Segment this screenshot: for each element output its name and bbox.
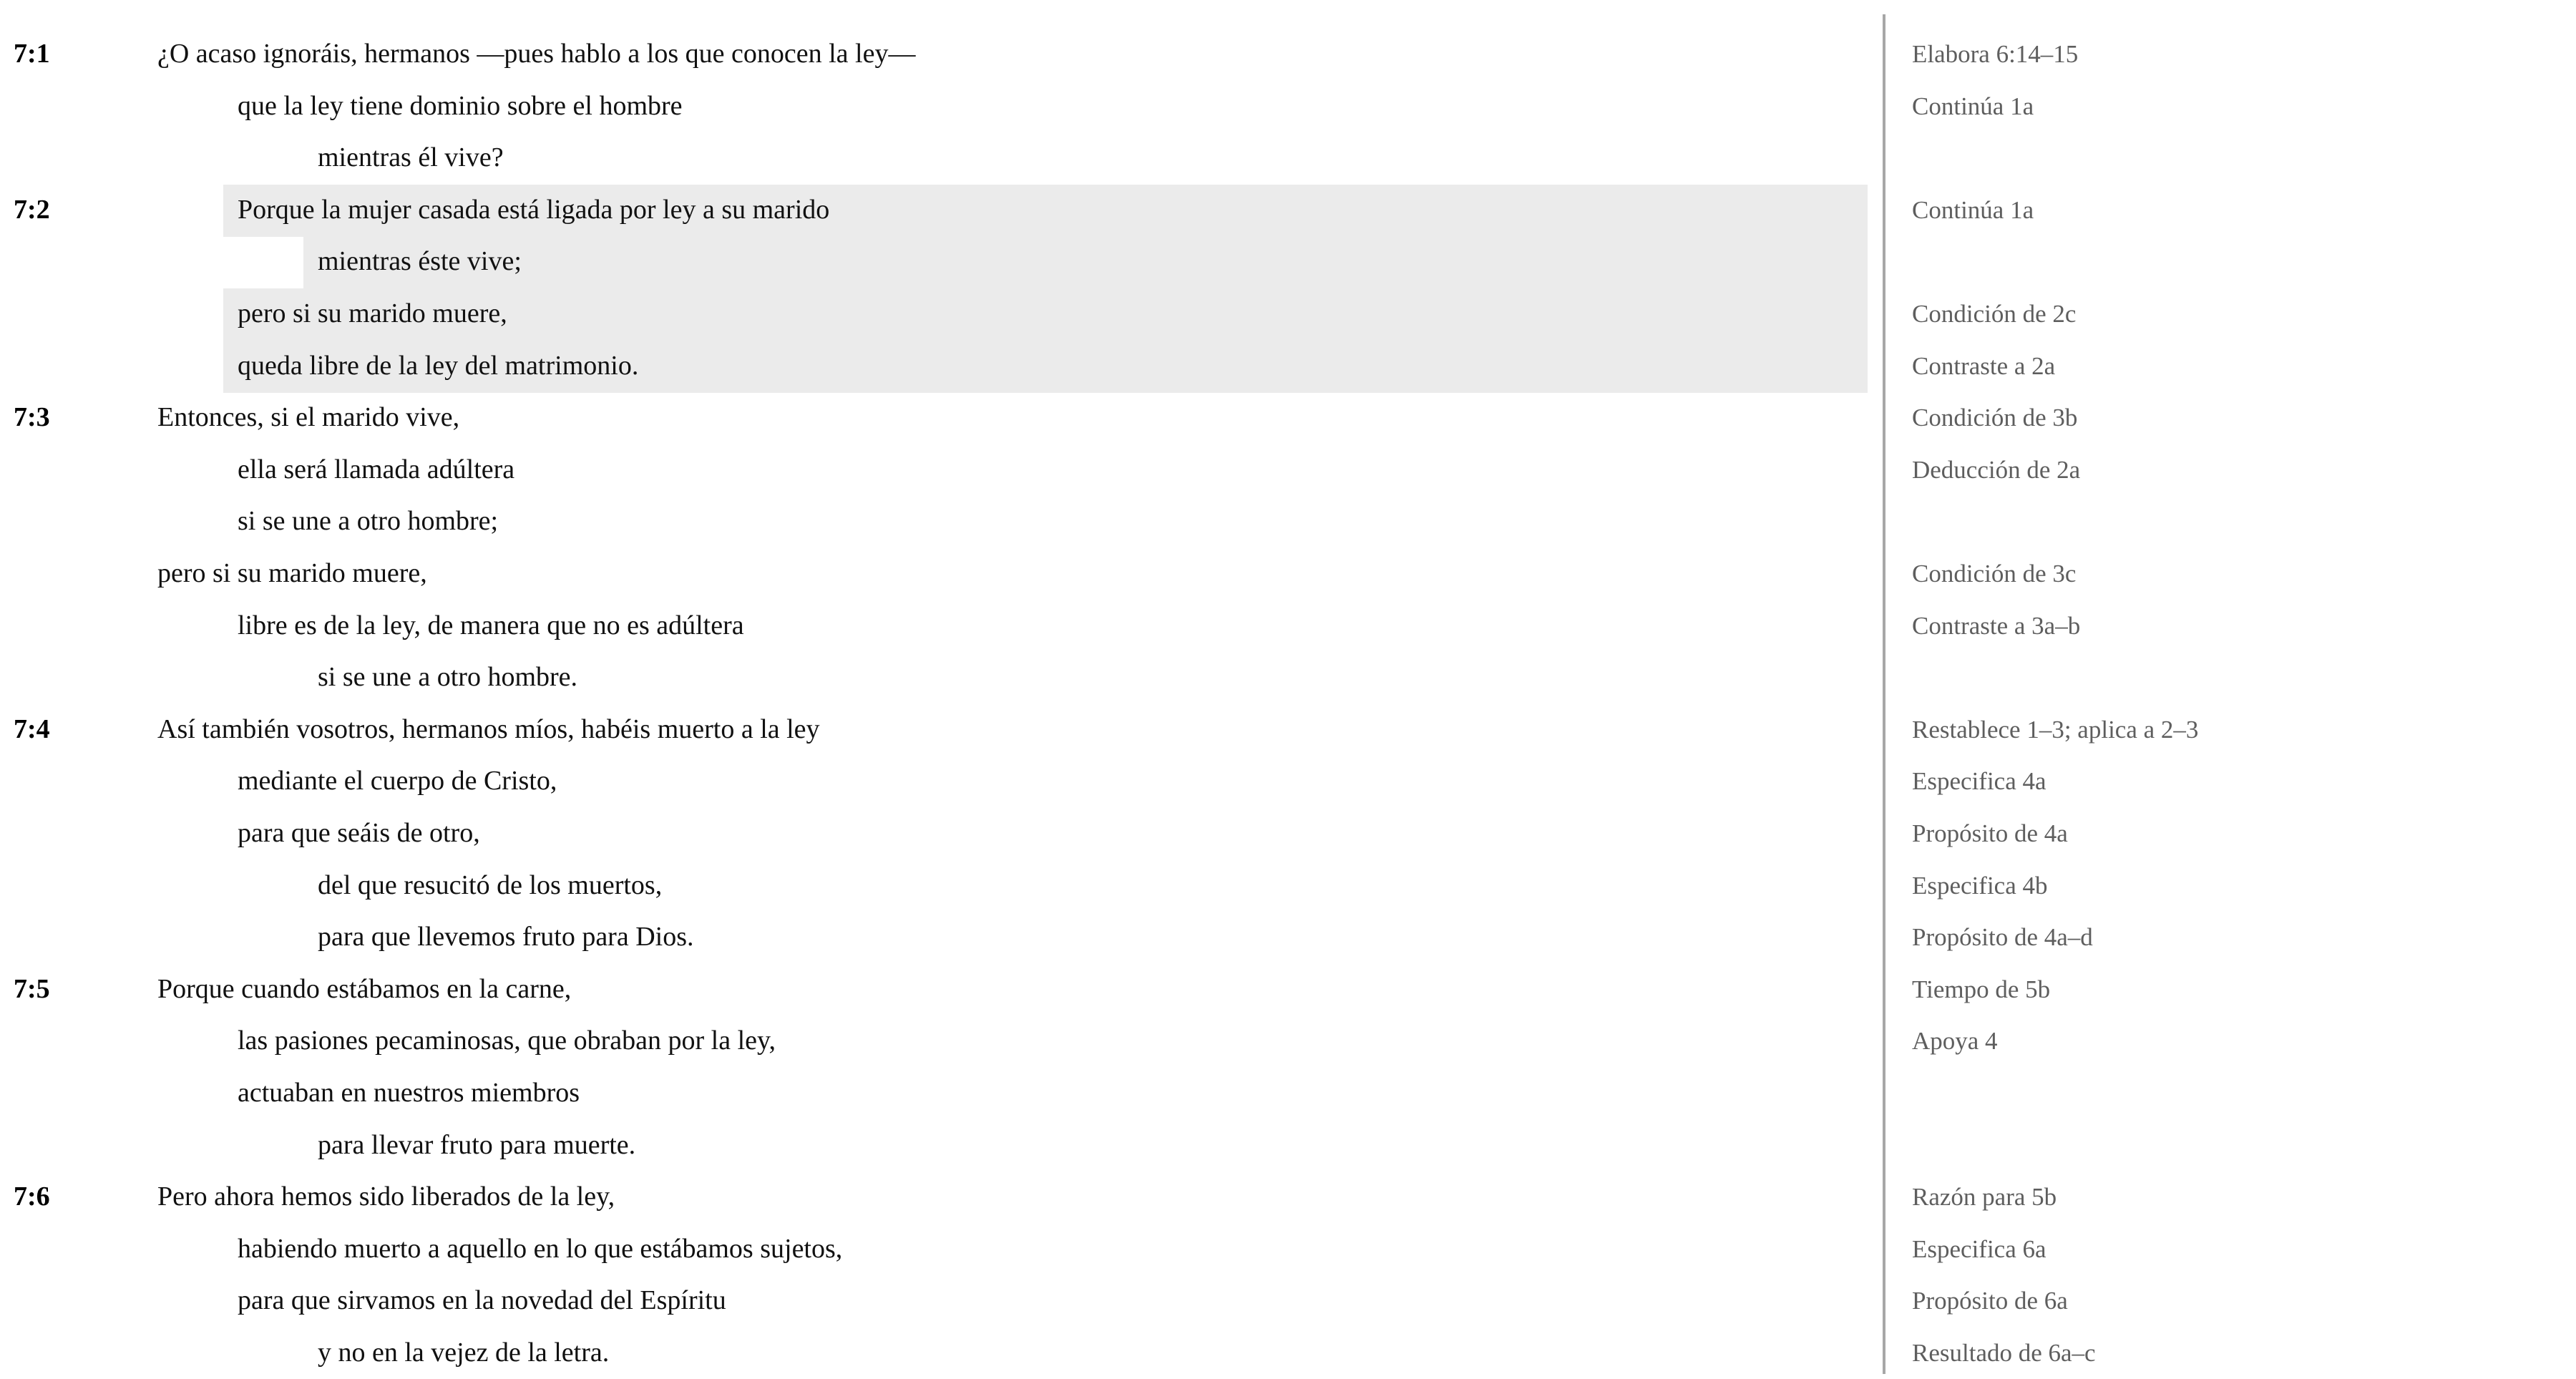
diagram-row [0,1275,2576,1327]
diagram-row [0,808,2576,859]
diagram-row [0,600,2576,652]
phrase-text: del que resucitó de los muertos, [318,869,663,900]
phrase-text: Entonces, si el marido vive, [157,402,460,433]
phrase-text: Porque la mujer casada está ligada por ley a su marido [238,194,830,225]
phrase-text: habiendo muerto a aquello en lo que estábamos sujetos, [238,1233,843,1264]
phrase-text: las pasiones pecaminosas, que obraban por la ley, [238,1025,776,1056]
phrase-text: pero si su marido muere, [238,298,507,328]
diagram-row [0,1120,2576,1171]
verse-reference: 7:3 [14,402,50,433]
highlight-band [303,236,1868,288]
diagram-row [0,756,2576,807]
relation-note: Razón para 5b [1912,1183,2057,1212]
verse-reference: 7:2 [14,194,50,225]
phrase-text: ella será llamada adúltera [238,454,515,484]
diagram-row [0,964,2576,1015]
relation-note: Propósito de 4a [1912,819,2068,847]
phrase-text: ¿O acaso ignoráis, hermanos —pues hablo a los que conocen la ley— [157,39,916,69]
diagram-row [0,1015,2576,1067]
relation-note: Resultado de 6a–c [1912,1339,2096,1367]
diagram-row [0,288,2576,340]
relation-note: Propósito de 6a [1912,1287,2068,1315]
phrase-text: para que llevemos fruto para Dios. [318,922,694,952]
phrase-text: Así también vosotros, hermanos míos, habéis muerto a la ley [157,713,820,744]
verse-reference: 7:6 [14,1181,50,1212]
phrase-text: si se une a otro hombre. [318,662,578,693]
diagram-row [0,704,2576,756]
diagram-row [0,1171,2576,1223]
diagram-row [0,548,2576,600]
diagram-row [0,444,2576,496]
diagram-row [0,132,2576,184]
diagram-row [0,1224,2576,1275]
relation-note: Deducción de 2a [1912,455,2081,484]
phrase-text: mientras éste vive; [318,246,522,277]
relation-note: Contraste a 2a [1912,351,2056,380]
phrase-text: actuaban en nuestros miembros [238,1078,580,1108]
phrase-text: para llevar fruto para muerte. [318,1129,636,1160]
relation-note: Propósito de 4a–d [1912,923,2093,952]
relation-note: Continúa 1a [1912,195,2034,224]
relation-note: Especifica 4b [1912,871,2048,900]
relation-note: Especifica 4a [1912,767,2046,796]
phrase-text: y no en la vejez de la letra. [318,1337,610,1368]
relation-note: Restablece 1–3; aplica a 2–3 [1912,715,2199,744]
diagram-row [0,1068,2576,1119]
verse-reference: 7:1 [14,39,50,69]
relation-note: Continúa 1a [1912,92,2034,120]
diagram-row [0,185,2576,236]
relation-note: Contraste a 3a–b [1912,611,2081,640]
phrase-text: que la ley tiene dominio sobre el hombre [238,90,683,121]
relation-note: Condición de 2c [1912,300,2077,328]
phrase-text: Porque cuando estábamos en la carne, [157,973,572,1004]
phrase-text: queda libre de la ley del matrimonio. [238,350,639,381]
diagram-row [0,1327,2576,1379]
phrase-text: Pero ahora hemos sido liberados de la ley, [157,1181,615,1212]
phrase-text: libre es de la ley, de manera que no es adúltera [238,610,744,640]
verse-reference: 7:5 [14,973,50,1004]
phrase-text: para que sirvamos en la novedad del Espíritu [238,1285,726,1316]
diagram-row [0,912,2576,963]
phrase-text: pero si su marido muere, [157,558,427,588]
verse-reference: 7:4 [14,713,50,744]
diagram-row [0,236,2576,288]
diagram-row [0,652,2576,703]
diagram-row [0,860,2576,912]
phrase-text: para que seáis de otro, [238,818,480,848]
relation-note: Elabora 6:14–15 [1912,40,2079,68]
diagram-row [0,29,2576,80]
diagram-row [0,81,2576,132]
phrase-text: mientras él vive? [318,142,504,173]
relation-note: Condición de 3c [1912,560,2077,588]
relation-note: Especifica 6a [1912,1234,2046,1263]
relation-note: Apoya 4 [1912,1027,1998,1056]
diagram-row [0,496,2576,547]
phrase-text: mediante el cuerpo de Cristo, [238,766,557,796]
diagram-row [0,341,2576,392]
phrase-text: si se une a otro hombre; [238,506,499,537]
relation-note: Condición de 3b [1912,404,2078,432]
diagram-row [0,392,2576,444]
relation-note: Tiempo de 5b [1912,975,2051,1003]
